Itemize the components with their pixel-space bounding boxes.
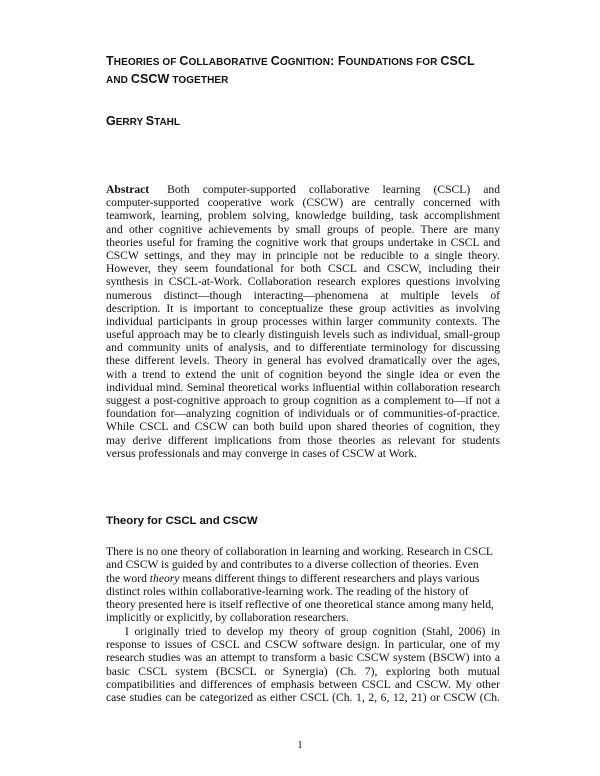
abstract-line-4: and other cognitive achievements by small groups of people. There are many <box>106 222 500 236</box>
abstract-line-10: description. It is important to conceptualize these group activities as involving <box>106 301 500 315</box>
p2-line-4: basic CSCL system (BCSCL or Synergia) (Ch. 7), exploring both mutual <box>106 664 500 678</box>
section-heading: Theory for CSCL and CSCW <box>106 515 258 527</box>
abstract-line-7: However, they seem foundational for both CSCL and CSCW, including their <box>106 262 500 276</box>
abstract-line-21: versus professionals and may converge in cases of CSCW at Work. <box>106 446 418 460</box>
p1-line-3-emphasis: theory <box>149 571 180 585</box>
abstract-label: Abstract <box>106 183 150 196</box>
p1-line-5: theory presented here is itself reflective of one theoretical stance among many held, <box>106 598 494 612</box>
p2-line-2: response to issues of CSCL and CSCW software design. In particular, one of my <box>106 638 500 652</box>
p1-line-4: distinct roles within collaborative-learning work. The reading of the history of <box>106 584 469 598</box>
abstract-line-11: individual participants in group processes within larger community contexts. The <box>106 314 500 328</box>
abstract-line-18: foundation for—analyzing cognition of individuals or of communities-of-practice. <box>106 407 500 421</box>
abstract-line-3: teamwork, learning, problem solving, knowledge building, task accomplishment <box>106 209 500 223</box>
p1-line-2: and CSCW is guided by and contributes to a diverse collection of theories. Even <box>106 558 479 572</box>
abstract-line-12: useful approach may be to clearly distinguish levels such as individual, small-group <box>106 328 500 342</box>
section-body <box>106 545 500 705</box>
p2-line-1-text: I originally tried to develop my theory of group cognition (Stahl, 2006) in <box>125 624 500 638</box>
abstract-line-13: and community units of analysis, and to differentiate terminology for discussing <box>106 341 500 355</box>
paper-author: GERRY STAHL <box>106 114 181 128</box>
abstract-line-6: CSCW settings, and they may in principle not be reducible to a single theory. <box>106 248 500 262</box>
p2-line-3: research studies was an attempt to transform a basic CSCW system (BSCW) into a <box>106 651 500 665</box>
abstract-line-20: may derive different implications from those theories as relevant for students <box>106 433 500 447</box>
abstract-line-17: suggest a post-cognitive approach to group cognition as a complement to—if not a <box>106 394 500 407</box>
page-number: 1 <box>297 740 303 751</box>
abstract-line-1 <box>106 183 500 196</box>
p1-line-3-before: the word <box>106 571 147 585</box>
p1-line-1: There is no one theory of collaboration in learning and working. Research in CSCL <box>106 545 494 558</box>
p2-line-6: case studies can be categorized as either CSCL (Ch. 1, 2, 6, 12, 21) or CSCW (Ch. <box>106 691 500 705</box>
abstract-line-15: with a trend to extend the unit of cognition beyond the single idea or even the <box>106 367 500 381</box>
p1-line-6: implicitly or explicitly, by collaboration researchers. <box>106 611 349 625</box>
abstract-line-9: numerous distinct—though interacting—phenomena at multiple levels of <box>106 288 500 302</box>
p1-line-3 <box>106 572 500 585</box>
abstract-line-5: theories useful for framing the cognitive work that groups undertake in CSCL and <box>106 235 500 249</box>
p1-line-3-after: means different things to different researchers and plays various <box>182 571 480 585</box>
abstract-line-19: While CSCL and CSCW can both build upon shared theories of cognition, they <box>106 420 500 434</box>
title-line-1: THEORIES OF COLLABORATIVE COGNITION: FOUNDATIONS FOR CSCL <box>106 54 475 68</box>
p2-line-5: compatibilities and differences of emphasis between CSCL and CSCW. My other <box>106 677 500 691</box>
abstract-line-8: synthesis in CSCL-at-Work. Collaboration research explores questions involving <box>106 275 500 289</box>
abstract-line-2: computer-supported cooperative work (CSCW) are centrally concerned with <box>106 196 500 210</box>
abstract-text-1: Both computer-supported collaborative learning (CSCL) and <box>167 183 500 196</box>
title-line-2: AND CSCW TOGETHER <box>106 72 229 86</box>
abstract-line-16: individual mind. Seminal theoretical works influential within collaboration research <box>106 380 500 394</box>
p2-line-1 <box>106 625 500 638</box>
abstract-block <box>106 183 500 460</box>
abstract-line-14: these different levels. Theory in general has evolved dramatically over the ages, <box>106 354 500 368</box>
paper-title <box>106 53 506 89</box>
